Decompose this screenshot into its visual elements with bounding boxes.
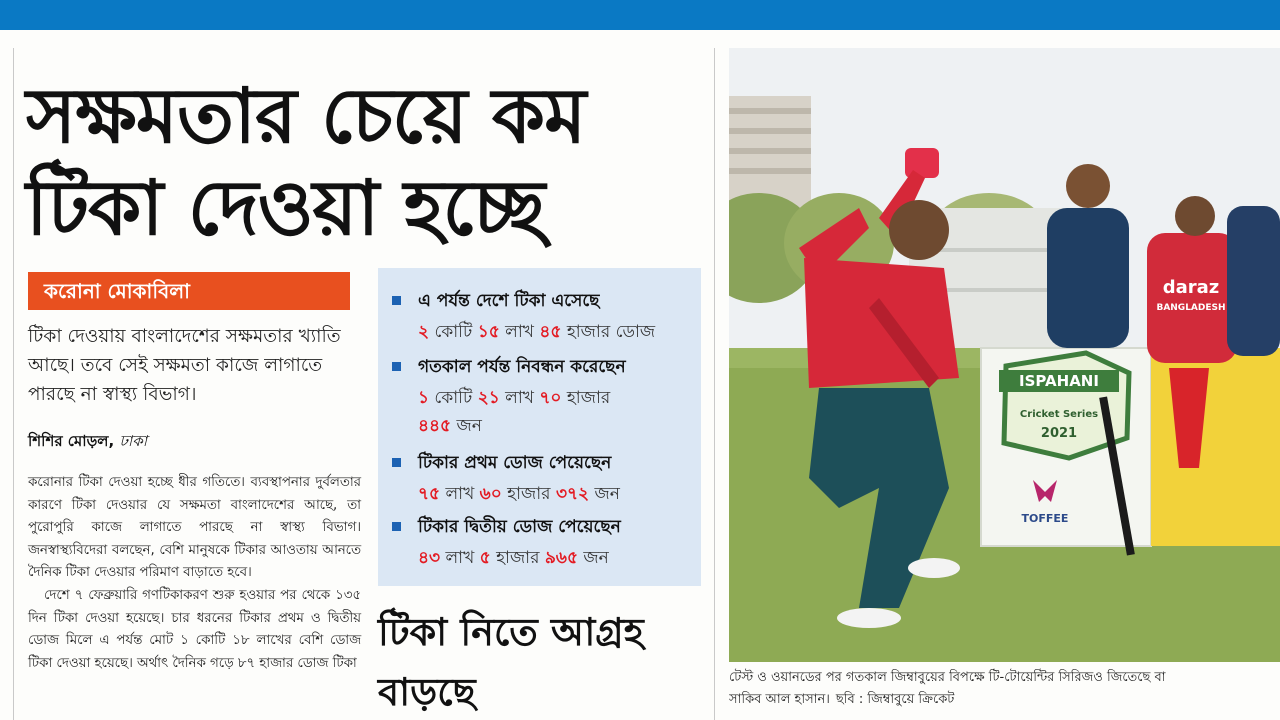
headline-line-1: সক্ষমতার চেয়ে কম xyxy=(26,71,586,160)
sign-series-text: Cricket Series xyxy=(1019,409,1099,420)
byline-name: শিশির মোড়ল, xyxy=(28,432,115,450)
article-deck: টিকা দেওয়ায় বাংলাদেশের সক্ষমতার খ্যাতি আছে। তবে সেই সক্ষমতা কাজে লাগাতে পারছে না স্বাস্থ্য বিভাগ। xyxy=(28,326,341,405)
stat-number: ৫ xyxy=(479,548,491,568)
stat-label: টিকার দ্বিতীয় ডোজ পেয়েছেন xyxy=(418,517,621,537)
photo-caption xyxy=(729,667,1280,711)
stat-number: ১৫ xyxy=(477,322,500,342)
subhead-line-2: বাড়ছে xyxy=(378,670,476,714)
stat-number: ৬০ xyxy=(479,484,502,504)
stat-value xyxy=(418,544,678,572)
stat-unit: কোটি xyxy=(429,322,478,342)
bullet-square-icon xyxy=(392,458,401,467)
bullet-square-icon xyxy=(392,362,401,371)
photo-illustration xyxy=(729,48,1280,662)
caption-line-2 xyxy=(729,689,1280,711)
jersey-text: daraz xyxy=(1162,277,1220,298)
subhead-line-1: টিকা নিতে আগ্রহ xyxy=(378,610,644,654)
stat-value xyxy=(418,384,678,440)
bullet-square-icon xyxy=(392,522,401,531)
top-banner-bar xyxy=(0,0,1280,30)
main-headline xyxy=(26,70,706,254)
cricket-selfie-photo xyxy=(729,48,1280,662)
kicker-label: করোনা মোকাবিলা xyxy=(44,279,190,303)
stat-number: ৪৩ xyxy=(418,548,441,568)
stat-unit: জন xyxy=(451,416,482,436)
sign-brand-text: ISPAHANI xyxy=(1019,372,1099,390)
sign-sponsor-text: TOFFEE xyxy=(1021,512,1069,525)
stat-unit: হাজার ডোজ xyxy=(561,322,656,342)
stat-label: টিকার প্রথম ডোজ পেয়েছেন xyxy=(418,453,612,473)
caption-line-1: টেস্ট ও ওয়ানডের পর গতকাল জিম্বাবুয়ের বিপক্ষে টি-টোয়েন্টির সিরিজও জিতেছে বা xyxy=(729,670,1166,685)
article-body xyxy=(28,472,361,675)
vaccine-stats-box xyxy=(378,268,701,586)
body-paragraph-2: দেশে ৭ ফেব্রুয়ারি গণটিকাকরণ শুরু হওয়ার পর থেকে ১৩৫ দিন টিকা দেওয়া হয়েছে। চার ধরনের টিকার প্রথম ও দ্বিতীয় ডোজ মিলে এ পর্যন্ত মোট ১ কোটি ১৮ লাখের বেশি ডোজ টিকা দেওয়া হয়েছে। অর্থাৎ দৈনিক গড়ে ৮৭ হাজার ডোজ টিকা xyxy=(28,587,361,671)
sign-year-text: 2021 xyxy=(1040,426,1078,441)
stat-number: ৯৬৫ xyxy=(544,548,578,568)
byline xyxy=(28,430,147,452)
stat-unit: হাজার xyxy=(561,388,611,408)
stat-unit: কোটি xyxy=(429,388,478,408)
stat-number: ৪৪৫ xyxy=(418,416,452,436)
bullet-square-icon xyxy=(392,296,401,305)
phone-icon xyxy=(905,148,939,178)
stat-label: এ পর্যন্ত দেশে টিকা এসেছে xyxy=(418,291,600,311)
section-kicker xyxy=(28,272,350,310)
stat-unit: জন xyxy=(578,548,609,568)
stat-unit: লাখ xyxy=(440,548,480,568)
stat-number: ৪৫ xyxy=(539,322,562,342)
stat-value xyxy=(418,318,678,346)
stat-number: ২১ xyxy=(477,388,500,408)
stat-number: ৭৫ xyxy=(418,484,441,504)
byline-place: ঢাকা xyxy=(119,432,148,450)
secondary-headline xyxy=(378,602,708,720)
middle-column-rule xyxy=(714,48,715,720)
stat-label: গতকাল পর্যন্ত নিবন্ধন করেছেন xyxy=(418,357,626,377)
photo-credit: ছবি : জিম্বাবুয়ে ক্রিকেট xyxy=(835,692,955,707)
stat-number: ১ xyxy=(418,388,430,408)
headline-line-2: টিকা দেওয়া হচ্ছে xyxy=(26,163,545,252)
left-column-rule xyxy=(13,48,14,720)
stat-unit: লাখ xyxy=(440,484,480,504)
stat-unit: হাজার xyxy=(490,548,545,568)
stat-number: ৩৭২ xyxy=(555,484,590,504)
jersey-subtext: BANGLADESH xyxy=(1156,303,1226,313)
caption-subject: সাকিব আল হাসান। xyxy=(729,692,830,707)
stat-number: ২ xyxy=(418,322,430,342)
stat-unit: লাখ xyxy=(499,388,540,408)
stat-unit: হাজার xyxy=(501,484,556,504)
stat-unit: জন xyxy=(589,484,620,504)
stat-number: ৭০ xyxy=(539,388,562,408)
stat-unit: লাখ xyxy=(499,322,540,342)
body-paragraph-1: করোনার টিকা দেওয়া হচ্ছে ধীর গতিতে। ব্যবস্থাপনার দুর্বলতার কারণে টিকা দেওয়ার যে সক্ষমতা বাংলাদেশের আছে, তা পুরোপুরি কাজে লাগাতে পারছে না স্বাস্থ্য বিভাগ। জনস্বাস্থ্যবিদেরা বলছেন, বেশি মানুষকে টিকার আওতায় আনতে দৈনিক টিকা দেওয়ার পরিমাণ বাড়াতে হবে। xyxy=(28,475,361,581)
stat-value xyxy=(418,480,678,508)
